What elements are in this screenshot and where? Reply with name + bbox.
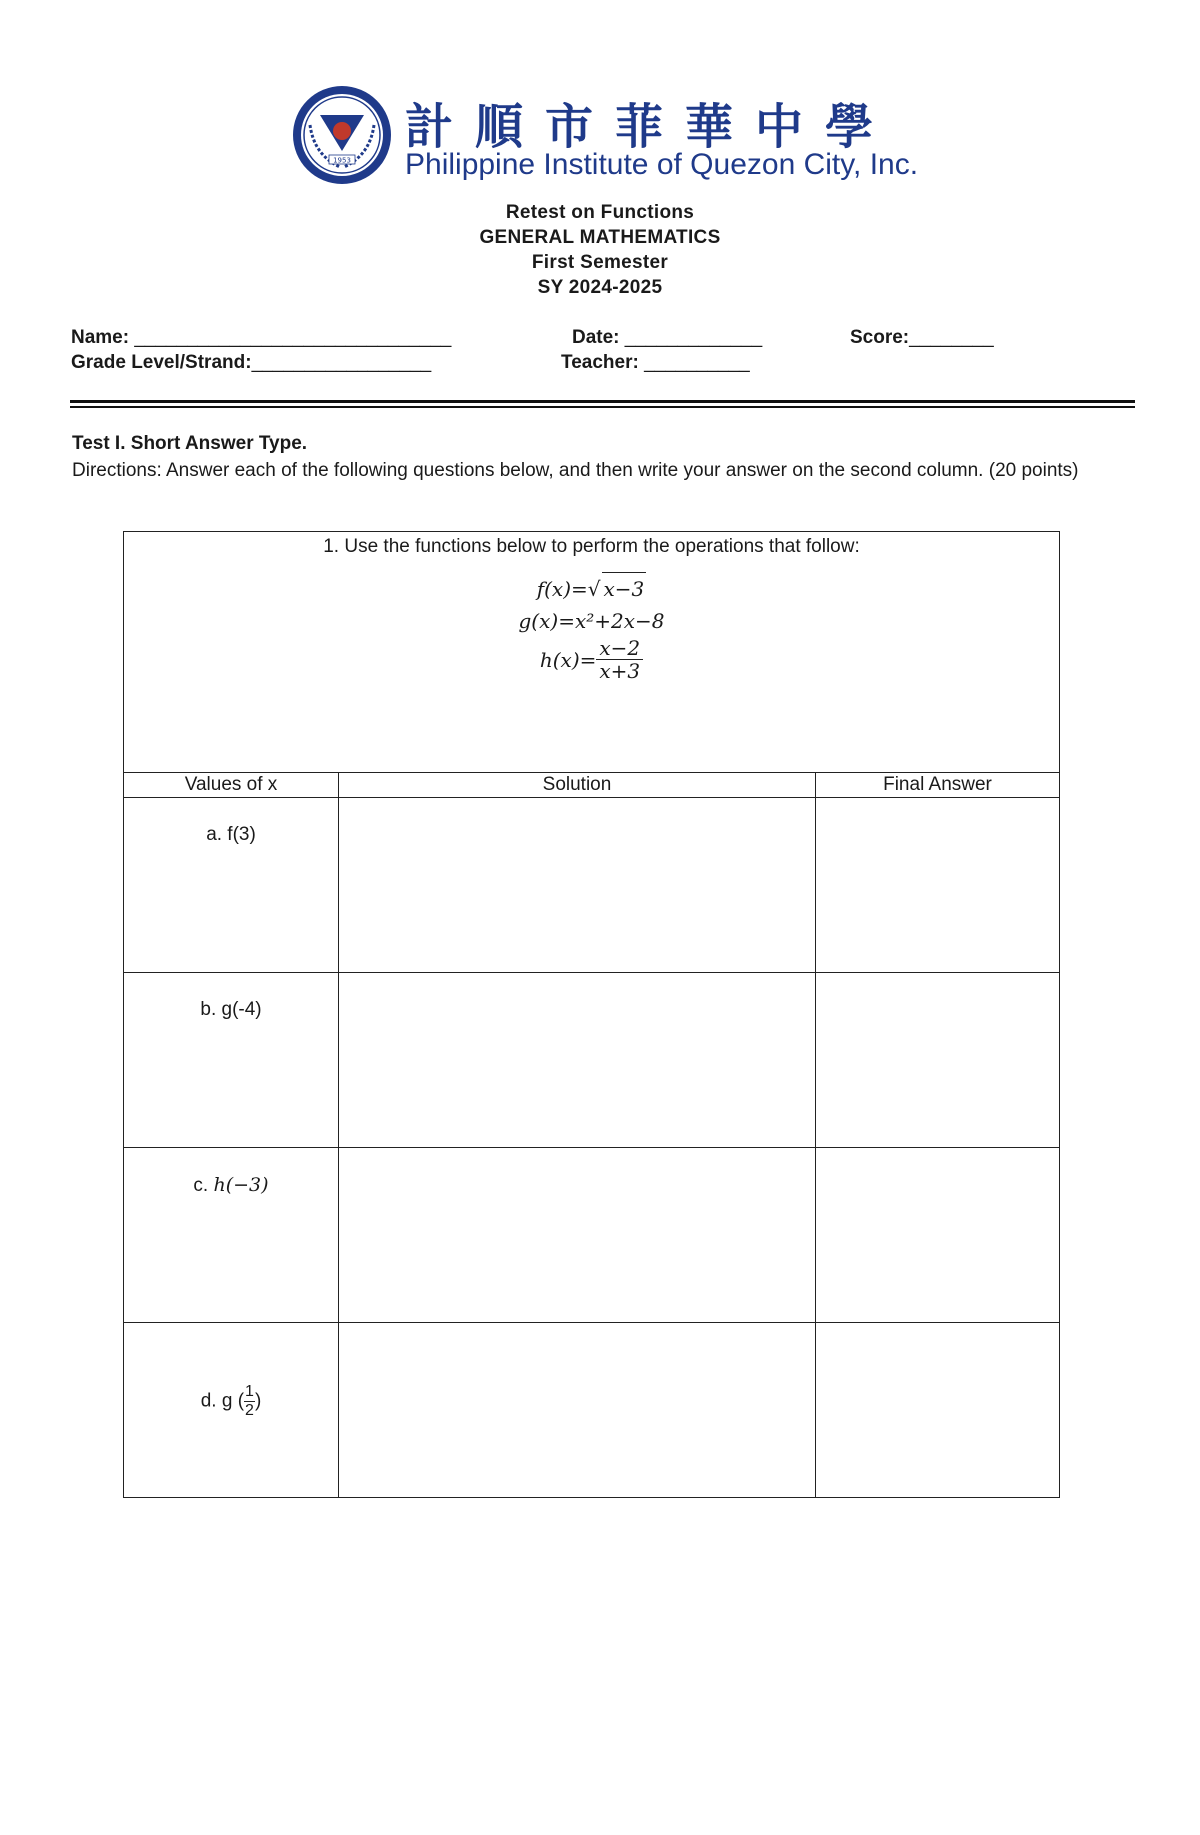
function-h-lhs: h(x)= [539,647,597,672]
school-name-english: Philippine Institute of Quezon City, Inc. [405,148,919,181]
name-blank[interactable]: ______________________________ [134,327,452,348]
semester-title: First Semester [531,252,669,273]
row-label-cell [124,798,339,973]
row-label: b. g(-4) [200,999,262,1020]
teacher-field[interactable] [561,352,750,374]
function-f [124,572,1059,605]
grade-level-label: Grade Level/Strand: [71,352,252,373]
row-label-prefix: d. g ( [200,1390,245,1412]
solution-cell[interactable] [339,973,816,1148]
function-f-radicand: x−3 [602,572,647,605]
teacher-label: Teacher: [561,352,639,373]
function-g: g(x)=x²+2x−8 [518,609,665,633]
fraction-denominator: 2 [245,1402,254,1419]
question-text: 1. Use the functions below to perform the operations that follow: [323,536,860,557]
score-label: Score: [850,327,910,348]
divider-rule-bottom [70,406,1135,408]
row-label-cell [124,973,339,1148]
function-h [124,637,1059,682]
date-blank[interactable]: _____________ [624,327,763,348]
function-h-numerator: x−2 [596,637,643,660]
answer-table [123,531,1060,1498]
divider-rule-top [70,400,1135,403]
function-h-fraction [596,637,643,682]
final-answer-cell[interactable] [816,1148,1060,1323]
table-row [124,1323,1060,1498]
school-year-title: SY 2024-2025 [537,277,663,298]
function-h-denominator: x+3 [599,659,641,683]
name-field[interactable] [71,327,451,349]
table-row [124,798,1060,973]
school-seal-logo [292,85,392,185]
sqrt-symbol: √ [587,576,601,601]
row-label-math: h(−3) [213,1174,269,1196]
table-header-row [124,773,1060,798]
table-row [124,973,1060,1148]
grade-level-field[interactable] [71,352,431,374]
final-answer-cell[interactable] [816,798,1060,973]
table-row [124,1148,1060,1323]
solution-cell[interactable] [339,798,816,973]
solution-cell[interactable] [339,1148,816,1323]
function-f-lhs: f(x)= [536,576,588,601]
final-answer-cell[interactable] [816,1323,1060,1498]
seal-year: 1953 [333,156,351,165]
school-name-chinese: 計順市菲華中學 [405,99,896,155]
score-field[interactable] [850,327,994,349]
question-cell [124,532,1060,773]
date-label: Date: [572,327,620,348]
teacher-blank[interactable]: __________ [644,352,750,373]
test-title: Test I. Short Answer Type. [72,433,308,454]
question-row [124,532,1060,773]
date-field[interactable] [572,327,762,349]
exam-title: Retest on Functions [505,202,695,223]
row-label-fraction [244,1383,255,1420]
header-values-of-x: Values of x [124,773,339,798]
final-answer-cell[interactable] [816,973,1060,1148]
row-label-prefix: c. [193,1175,214,1196]
test-directions: Directions: Answer each of the following questions below, and then write your answer on the second column. (20 points) [72,460,1079,481]
header-final-answer: Final Answer [816,773,1060,798]
row-label-cell [124,1323,339,1498]
subject-title: GENERAL MATHEMATICS [479,227,721,248]
row-label-cell [124,1148,339,1323]
row-label: a. f(3) [206,824,256,845]
row-label-suffix: ) [254,1390,262,1412]
solution-cell[interactable] [339,1323,816,1498]
row-label [201,1383,262,1420]
name-label: Name: [71,327,130,348]
grade-level-blank[interactable]: _________________ [251,352,432,373]
header-solution: Solution [339,773,816,798]
function-definitions [124,572,1059,682]
score-blank[interactable]: ________ [909,327,994,348]
fraction-numerator: 1 [245,1383,254,1400]
row-label [193,1174,268,1197]
